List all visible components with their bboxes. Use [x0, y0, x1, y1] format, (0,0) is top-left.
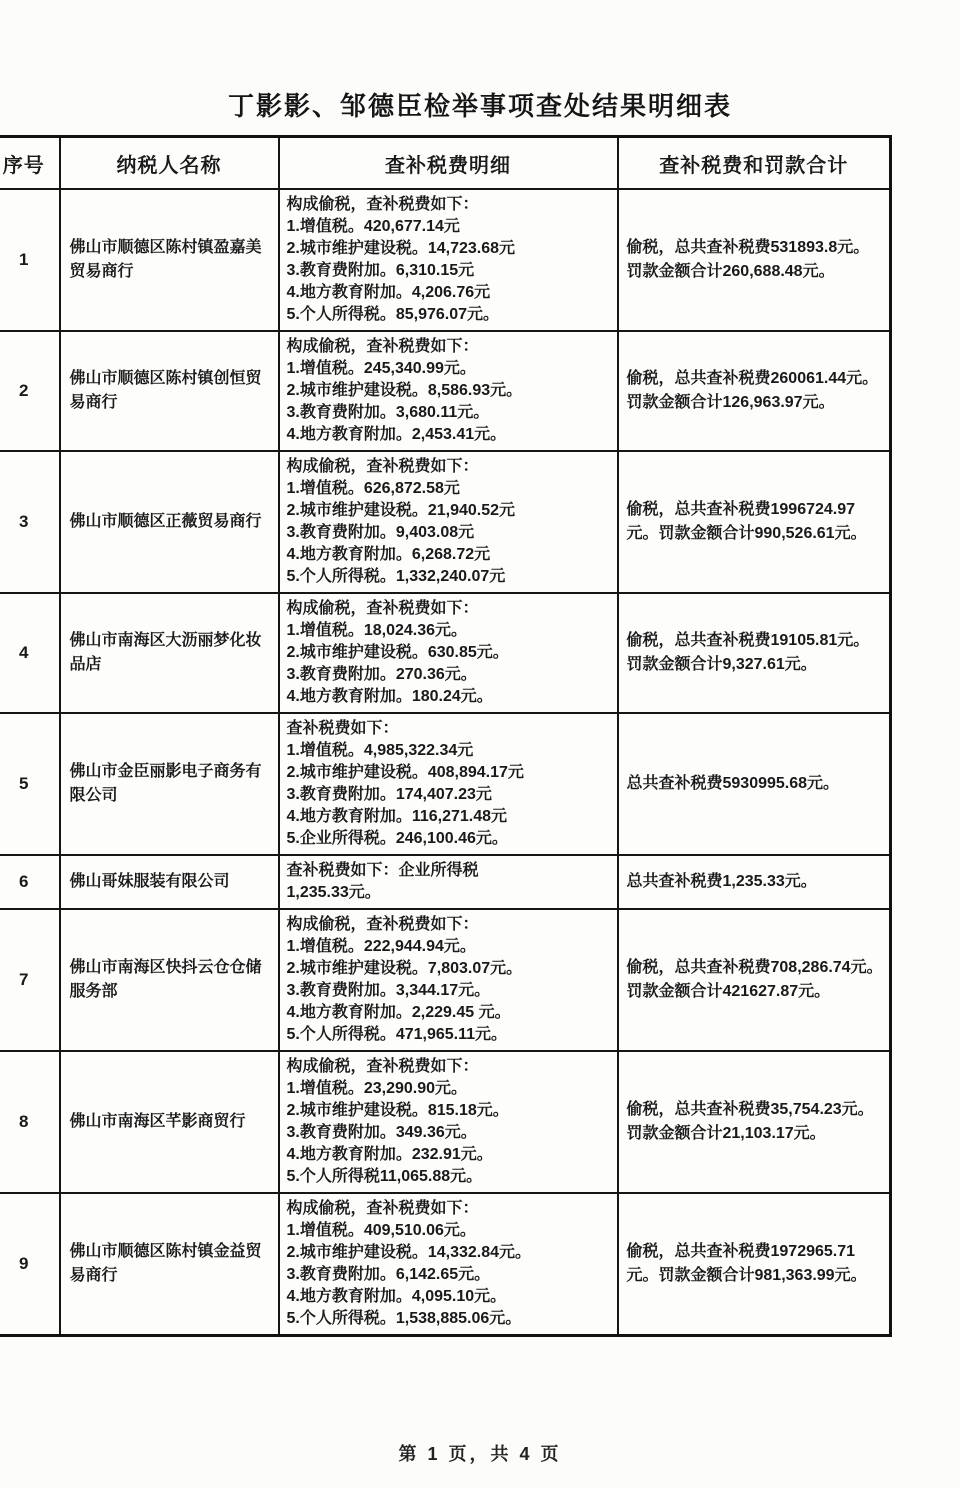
column-header: 查补税费和罚款合计: [618, 137, 891, 190]
tax-detail-line: 1.增值税。23,290.90元。: [286, 1080, 468, 1097]
column-header: 纳税人名称: [60, 137, 279, 190]
tax-detail-line: 2.城市维护建设税。408,894.17元: [286, 764, 524, 781]
taxpayer-name-cell: 佛山市南海区大沥丽梦化妆品店: [60, 593, 279, 713]
tax-detail-line: 3.教育费附加。174,407.23元: [286, 786, 492, 803]
row-number-cell: 5: [0, 713, 60, 855]
tax-detail-cell: [279, 331, 618, 451]
taxpayer-name-cell: 佛山市金臣丽影电子商务有限公司: [60, 713, 279, 855]
tax-detail-line: 1.增值税。18,024.36元。: [286, 622, 468, 639]
taxpayer-name-cell: 佛山市顺德区陈村镇金益贸易商行: [60, 1193, 279, 1336]
tax-detail-cell: [279, 1051, 618, 1193]
row-number-cell: 3: [0, 451, 60, 593]
total-penalty-cell: 偷税，总共查补税费531893.8元。罚款金额合计260,688.48元。: [618, 189, 891, 331]
table-body: [0, 189, 891, 1336]
tax-detail-line: 1,235.33元。: [286, 884, 381, 901]
tax-detail-cell: [279, 909, 618, 1051]
row-number-cell: 6: [0, 855, 60, 909]
tax-detail-line: 3.教育费附加。270.36元。: [286, 666, 477, 683]
taxpayer-name-cell: 佛山市顺德区陈村镇盈嘉美贸易商行: [60, 189, 279, 331]
tax-detail-line: 4.地方教育附加。116,271.48元: [286, 808, 508, 825]
total-penalty-cell: 偷税，总共查补税费708,286.74元。罚款金额合计421627.87元。: [618, 909, 891, 1051]
table-row: [0, 909, 891, 1051]
total-penalty-cell: 偷税，总共查补税费260061.44元。罚款金额合计126,963.97元。: [618, 331, 891, 451]
tax-detail-line: 5.企业所得税。246,100.46元。: [286, 830, 508, 847]
table-row: [0, 1051, 891, 1193]
tax-detail-line: 2.城市维护建设税。8,586.93元。: [286, 382, 523, 399]
table-row: [0, 1193, 891, 1336]
taxpayer-name-cell: 佛山市顺德区陈村镇创恒贸易商行: [60, 331, 279, 451]
row-number-cell: 2: [0, 331, 60, 451]
tax-detail-cell: [279, 189, 618, 331]
column-header: 查补税费明细: [279, 137, 618, 190]
tax-detail-cell: [279, 1193, 618, 1336]
tax-detail-line: 4.地方教育附加。6,268.72元: [286, 546, 491, 563]
tax-detail-line: 2.城市维护建设税。815.18元。: [286, 1102, 509, 1119]
tax-detail-line: 5.个人所得税。471,965.11元。: [286, 1026, 508, 1043]
table-header: [0, 137, 891, 190]
tax-detail-line: 1.增值税。245,340.99元。: [286, 360, 476, 377]
tax-detail-line: 3.教育费附加。3,680.11元。: [286, 404, 490, 421]
tax-detail-line: 4.地方教育附加。2,453.41元。: [286, 426, 507, 443]
tax-detail-line: 2.城市维护建设税。7,803.07元。: [286, 960, 523, 977]
tax-detail-line: 3.教育费附加。3,344.17元。: [286, 982, 491, 999]
tax-detail-line: 构成偷税，查补税费如下：: [286, 1058, 479, 1075]
total-penalty-cell: 偷税，总共查补税费1972965.71元。罚款金额合计981,363.99元。: [618, 1193, 891, 1336]
tax-detail-line: 5.个人所得税。85,976.07元。: [286, 306, 500, 323]
total-penalty-cell: 偷税，总共查补税费1996724.97元。罚款金额合计990,526.61元。: [618, 451, 891, 593]
table-row: [0, 331, 891, 451]
tax-detail-line: 2.城市维护建设税。21,940.52元: [286, 502, 516, 519]
tax-detail-line: 5.个人所得税11,065.88元。: [286, 1168, 483, 1185]
table-row: [0, 593, 891, 713]
page-footer: 第 1 页，共 4 页: [398, 1444, 562, 1464]
row-number-cell: 8: [0, 1051, 60, 1193]
tax-detail-line: 构成偷税，查补税费如下：: [286, 338, 479, 355]
tax-detail-line: 2.城市维护建设税。14,332.84元。: [286, 1244, 532, 1261]
tax-detail-line: 2.城市维护建设税。630.85元。: [286, 644, 509, 661]
tax-detail-line: 查补税费如下：: [286, 720, 399, 737]
result-table: [0, 135, 892, 1337]
tax-detail-line: 4.地方教育附加。2,229.45 元。: [286, 1004, 511, 1021]
tax-detail-line: 5.个人所得税。1,332,240.07元: [286, 568, 506, 585]
tax-detail-line: 构成偷税，查补税费如下：: [286, 196, 479, 213]
tax-detail-line: 3.教育费附加。9,403.08元: [286, 524, 475, 541]
tax-detail-line: 4.地方教育附加。232.91元。: [286, 1146, 493, 1163]
total-penalty-cell: 总共查补税费1,235.33元。: [618, 855, 891, 909]
table-row: [0, 451, 891, 593]
taxpayer-name-cell: 佛山市顺德区正薇贸易商行: [60, 451, 279, 593]
tax-detail-line: 1.增值税。4,985,322.34元: [286, 742, 474, 759]
column-header: 序号: [0, 137, 60, 190]
tax-detail-line: 查补税费如下：企业所得税: [286, 862, 479, 879]
taxpayer-name-cell: 佛山市南海区快抖云仓仓储服务部: [60, 909, 279, 1051]
tax-detail-cell: [279, 451, 618, 593]
page-title: 丁影影、邹德臣检举事项查处结果明细表: [227, 91, 732, 121]
taxpayer-name-cell: 佛山市南海区芊影商贸行: [60, 1051, 279, 1193]
tax-detail-line: 2.城市维护建设税。14,723.68元: [286, 240, 516, 257]
tax-detail-cell: [279, 713, 618, 855]
table-row: [0, 855, 891, 909]
tax-detail-line: 3.教育费附加。349.36元。: [286, 1124, 477, 1141]
row-number-cell: 7: [0, 909, 60, 1051]
tax-detail-line: 3.教育费附加。6,142.65元。: [286, 1266, 491, 1283]
table-row: [0, 189, 891, 331]
row-number-cell: 1: [0, 189, 60, 331]
tax-detail-line: 1.增值税。409,510.06元。: [286, 1222, 476, 1239]
total-penalty-cell: 偷税，总共查补税费35,754.23元。罚款金额合计21,103.17元。: [618, 1051, 891, 1193]
tax-detail-line: 1.增值税。222,944.94元。: [286, 938, 476, 955]
row-number-cell: 4: [0, 593, 60, 713]
header-row: [0, 137, 891, 190]
tax-detail-line: 4.地方教育附加。4,206.76元: [286, 284, 491, 301]
tax-detail-line: 4.地方教育附加。4,095.10元。: [286, 1288, 507, 1305]
tax-detail-cell: [279, 593, 618, 713]
total-penalty-cell: 总共查补税费5930995.68元。: [618, 713, 891, 855]
tax-detail-line: 4.地方教育附加。180.24元。: [286, 688, 493, 705]
tax-detail-line: 1.增值税。420,677.14元: [286, 218, 460, 235]
tax-detail-line: 构成偷税，查补税费如下：: [286, 458, 479, 475]
table-container: [0, 135, 889, 1337]
table-row: [0, 713, 891, 855]
tax-detail-line: 构成偷税，查补税费如下：: [286, 1200, 479, 1217]
tax-detail-line: 构成偷税，查补税费如下：: [286, 916, 479, 933]
tax-detail-cell: [279, 855, 618, 909]
taxpayer-name-cell: 佛山哥妹服装有限公司: [60, 855, 279, 909]
total-penalty-cell: 偷税，总共查补税费19105.81元。罚款金额合计9,327.61元。: [618, 593, 891, 713]
tax-detail-line: 1.增值税。626,872.58元: [286, 480, 460, 497]
tax-detail-line: 5.个人所得税。1,538,885.06元。: [286, 1310, 522, 1327]
row-number-cell: 9: [0, 1193, 60, 1336]
tax-detail-line: 构成偷税，查补税费如下：: [286, 600, 479, 617]
tax-detail-line: 3.教育费附加。6,310.15元: [286, 262, 475, 279]
